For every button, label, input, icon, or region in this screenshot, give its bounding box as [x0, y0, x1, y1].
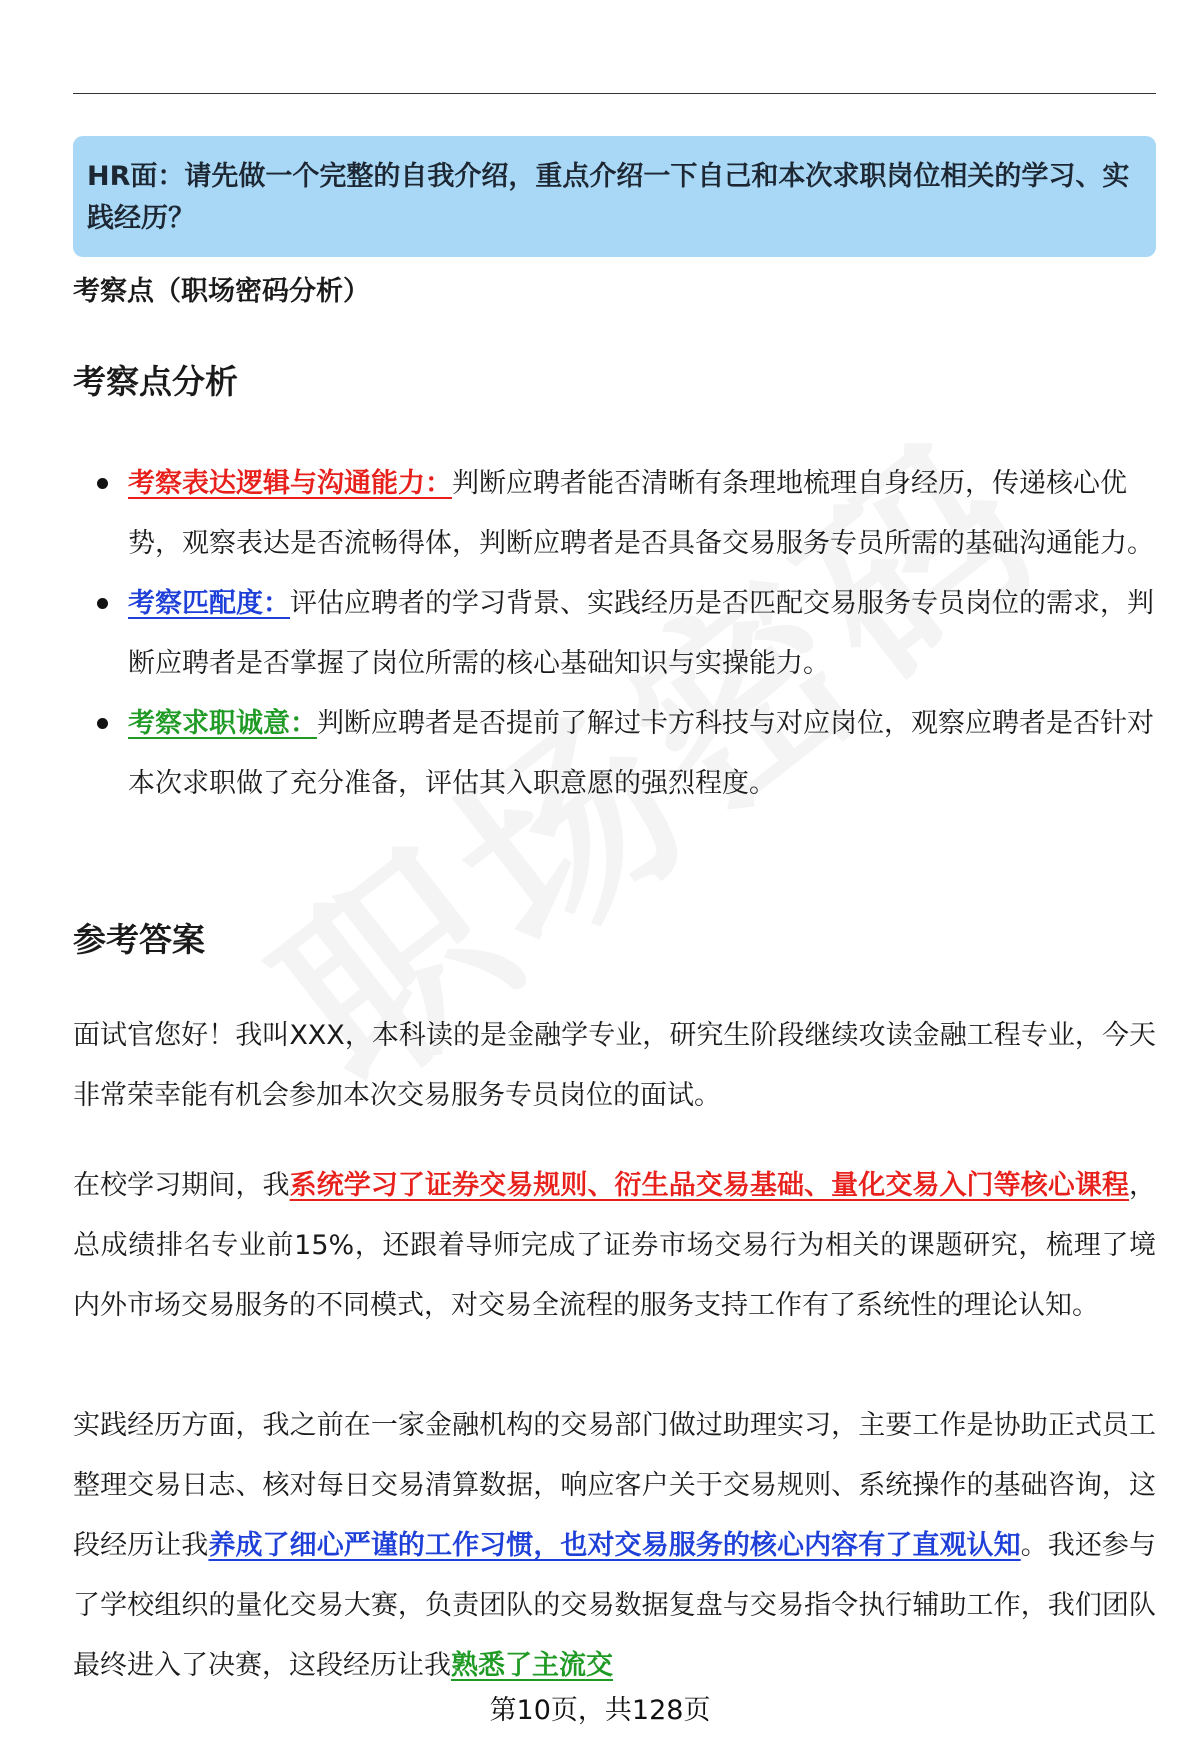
analysis-heading: 考察点分析: [73, 362, 238, 401]
p2-text-a: 在校学习期间，我: [73, 1170, 290, 1201]
answer-paragraph-1: 面试官您好！我叫XXX，本科读的是金融学专业，研究生阶段继续攻读金融工程专业，今天非常荣幸能有机会参加本次交易服务专员岗位的面试。: [73, 1020, 1156, 1111]
page-footer: 第10页，共128页: [0, 1693, 1200, 1729]
bullet-dot-icon: [97, 478, 108, 489]
item-label: 考察匹配度：: [128, 588, 290, 619]
bullet-dot-icon: [97, 598, 108, 609]
item-text: 判断应聘者是否提前了解过卡方科技与对应岗位，观察应聘者是否针对本次求职做了充分准备，评估其入职意愿的强烈程度。: [128, 708, 1154, 799]
item-label: 考察表达逻辑与沟通能力：: [128, 468, 452, 499]
p3-highlight-1: 养成了细心严谨的工作习惯，也对交易服务的核心内容有了直观认知: [208, 1530, 1021, 1561]
p3-highlight-2: 熟悉了主流交: [451, 1650, 613, 1681]
bullet-dot-icon: [97, 718, 108, 729]
answer-paragraph-3: [73, 1396, 1156, 1696]
list-item: [73, 454, 1156, 574]
question-box: [73, 136, 1156, 257]
item-label: 考察求职诚意：: [128, 708, 317, 739]
list-item: [73, 694, 1156, 814]
p3-text-a: 实践经历方面，我之前在一家金融机构的交易部门做过助理实习，主要工作是协助正式员工整理交易日志、核对每日交易清算数据，响应客户关于交易规则、系统操作的基础咨询，这段经历让我: [73, 1410, 1156, 1561]
list-item: [73, 574, 1156, 694]
item-text: 评估应聘者的学习背景、实践经历是否匹配交易服务专员岗位的需求，判断应聘者是否掌握了岗位所需的核心基础知识与实操能力。: [128, 588, 1154, 679]
p3-text-b: 。我还参与了学校组织的量化交易大赛，负责团队的交易数据复盘与交易指令执行辅助工作，我们团队最终进入了决赛，这段经历让我: [73, 1530, 1157, 1681]
p2-text-b: ，总成绩排名专业前15%，还跟着导师完成了证券市场交易行为相关的课题研究，梳理了境内外市场交易服务的不同模式，对交易全流程的服务支持工作有了系统性的理论认知。: [73, 1170, 1157, 1321]
subheading: 考察点（职场密码分析）: [73, 276, 370, 307]
item-text: 判断应聘者能否清晰有条理地梳理自身经历，传递核心优势，观察表达是否流畅得体，判断应聘者是否具备交易服务专员所需的基础沟通能力。: [128, 468, 1154, 559]
analysis-list: [73, 454, 1156, 814]
p2-highlight: 系统学习了证券交易规则、衍生品交易基础、量化交易入门等核心课程: [289, 1170, 1130, 1201]
answer-heading: 参考答案: [73, 920, 205, 959]
answer-paragraph-2: [73, 1156, 1156, 1336]
top-divider: [73, 93, 1156, 94]
question-text: HR面：请先做一个完整的自我介绍，重点介绍一下自己和本次求职岗位相关的学习、实践经历？: [87, 161, 1130, 234]
